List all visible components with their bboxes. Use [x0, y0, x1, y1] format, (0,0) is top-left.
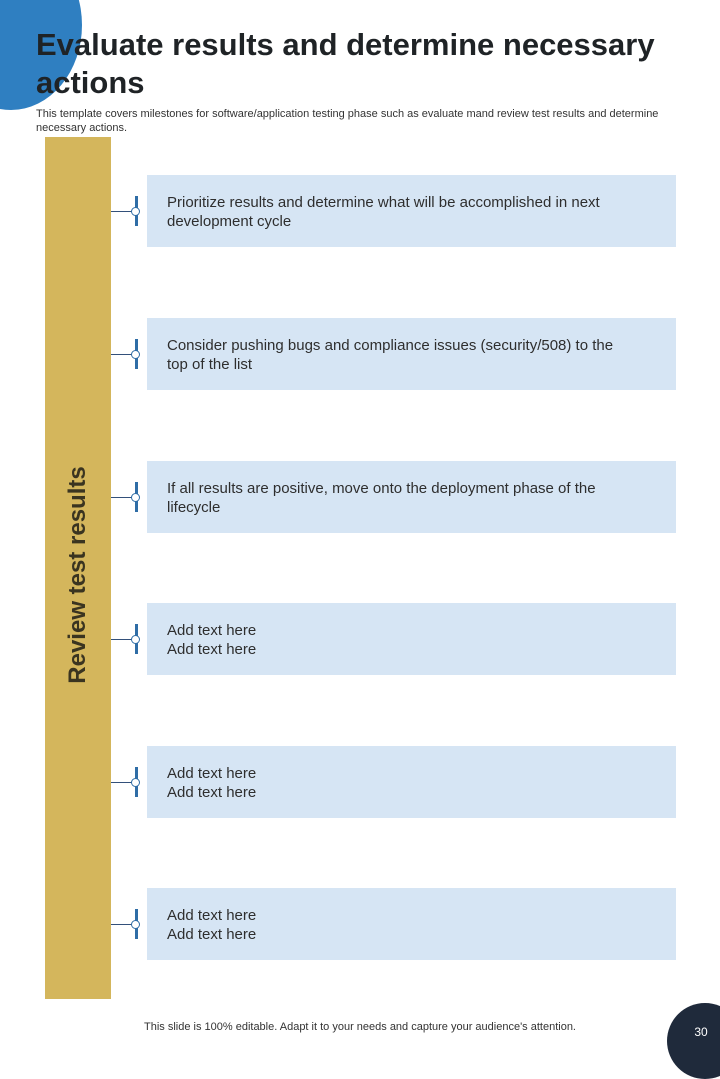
- milestone-text: If all results are positive, move onto the deployment phase of the lifecycle: [167, 480, 596, 516]
- page-subtitle: This template covers milestones for software/application testing phase such as evaluate mand review test results and determine necessary actions.: [36, 108, 659, 134]
- milestone-row-5: [111, 746, 677, 818]
- milestone-row-1: [111, 175, 677, 247]
- milestone-row-2: [111, 318, 677, 390]
- milestone-row-4: [111, 603, 677, 675]
- connector-dot: [131, 493, 140, 502]
- milestone-row-6: [111, 888, 677, 960]
- milestone-card: [147, 461, 676, 533]
- connector-dot: [131, 778, 140, 787]
- milestone-row-3: [111, 461, 677, 533]
- vertical-label: Review test results: [64, 466, 91, 684]
- page-title: Evaluate results and determine necessary actions: [36, 27, 655, 100]
- footer-note: This slide is 100% editable. Adapt it to your needs and capture your audience's attention.: [144, 1021, 576, 1033]
- connector-dot: [131, 207, 140, 216]
- milestone-card: [147, 888, 676, 960]
- milestone-text: Prioritize results and determine what will be accomplished in next development cycle: [167, 194, 600, 230]
- milestone-text-line-1: Add text here: [167, 622, 257, 639]
- connector-dot: [131, 350, 140, 359]
- connector-dot: [131, 635, 140, 644]
- milestone-card: [147, 318, 676, 390]
- milestone-text: Consider pushing bugs and compliance issues (security/508) to the top of the list: [167, 337, 614, 373]
- milestone-text-line-2: Add text here: [167, 926, 257, 943]
- milestone-text-line-1: Add text here: [167, 765, 257, 782]
- page-number: 30: [694, 1025, 708, 1039]
- milestone-text-line-2: Add text here: [167, 641, 257, 658]
- milestone-text-line-2: Add text here: [167, 784, 257, 801]
- milestone-card: [147, 603, 676, 675]
- page-number-badge: [667, 1003, 720, 1079]
- milestone-card: [147, 746, 676, 818]
- milestone-text-line-1: Add text here: [167, 907, 257, 924]
- connector-dot: [131, 920, 140, 929]
- milestone-card: [147, 175, 676, 247]
